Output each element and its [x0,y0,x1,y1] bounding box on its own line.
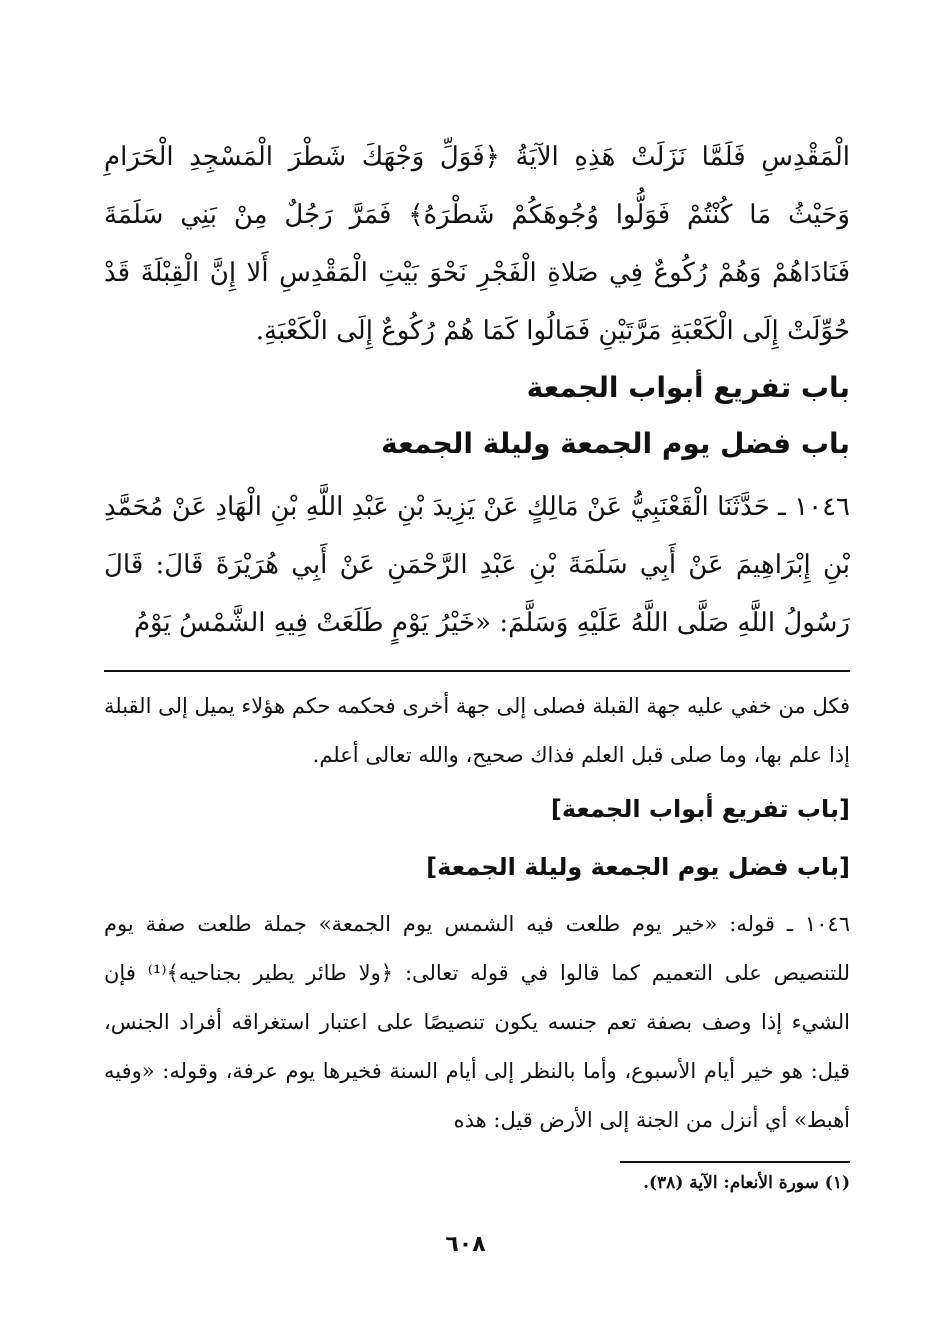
page-number: ٦٠٨ [445,1232,486,1257]
footnote: (١) سورة الأنعام: الآية (٣٨). [643,1173,850,1193]
chapter-heading: باب تفريع أبواب الجمعة [526,371,850,404]
hadith-text-section [104,128,850,652]
main-paragraph: الْمَقْدِسِ فَلَمَّا نَزَلَتْ هَذِهِ الآيَةُ ﴿فَوَلِّ وَجْهَكَ شَطْرَ الْمَسْجِدِ الْحَرَامِ وَحَيْثُ مَا كُنْتُمْ فَوَلُّوا وُجُوهَكُمْ شَطْرَهُ﴾ فَمَرَّ رَجُلٌ مِنْ بَنِي سَلَمَةَ فَنَادَاهُمْ وَهُمْ رُكُوعٌ فِي صَلاةِ الْفَجْرِ نَحْوَ بَيْتِ الْمَقْدِسِ أَلا إِنَّ الْقِبْلَةَ قَدْ حُوِّلَتْ إِلَى الْكَعْبَةِ مَرَّتَيْنِ فَمَالُوا كَمَا هُمْ رُكُوعٌ إِلَى الْكَعْبَةِ. [104,142,850,346]
commentary-explanation-paragraph: ١٠٤٦ ـ قوله: «خير يوم طلعت فيه الشمس يوم الجمعة» جملة طلعت صفة يوم للتنصيص على التعميم كما قالوا في قوله تعالى: ﴿ولا طائر يطير بجناحيه﴾⁽¹⁾ فإن الشيء إذا وصف بصفة تعم جنسه يكون تنصيصًا على اعتبار استغراقه أفراد الجنس، قيل: هو خير أيام الأسبوع، وأما بالنظر إلى أيام السنة فخيرها يوم عرفة، وقوله: «وفيه أهبط» أي أنزل من الجنة إلى الأرض قيل: هذه [104,912,850,1132]
commentary-paragraph: فكل من خفي عليه جهة القبلة فصلى إلى جهة أخرى فحكمه حكم هؤلاء يميل إلى القبلة إذا علم بها، وما صلى قبل العلم فذاك صحيح، والله تعالى أعلم. [104,694,850,767]
footnote-rule-wrap [104,1145,850,1169]
book-page [104,128,850,1197]
hadith-paragraph: ١٠٤٦ ـ حَدَّثَنَا الْقَعْنَبِيُّ عَنْ مَالِكٍ عَنْ يَزِيدَ بْنِ عَبْدِ اللَّهِ بْنِ الْهَادِ عَنْ مُحَمَّدِ بْنِ إِبْرَاهِيمَ عَنْ أَبِي سَلَمَةَ بْنِ عَبْدِ الرَّحْمَنِ عَنْ أَبِي هُرَيْرَةَ قَالَ: قَالَ رَسُولُ اللَّهِ صَلَّى اللَّهُ عَلَيْهِ وَسَلَّمَ: «خَيْرُ يَوْمٍ طَلَعَتْ فِيهِ الشَّمْسُ يَوْمُ [104,492,850,638]
commentary-section-heading: [باب فضل يوم الجمعة وليلة الجمعة] [426,853,850,881]
commentary-divider [104,670,850,672]
commentary-section [104,682,850,1145]
commentary-chapter-heading: [باب تفريع أبواب الجمعة] [550,795,850,823]
footnote-rule [620,1161,850,1163]
section-heading: باب فضل يوم الجمعة وليلة الجمعة [381,427,850,460]
